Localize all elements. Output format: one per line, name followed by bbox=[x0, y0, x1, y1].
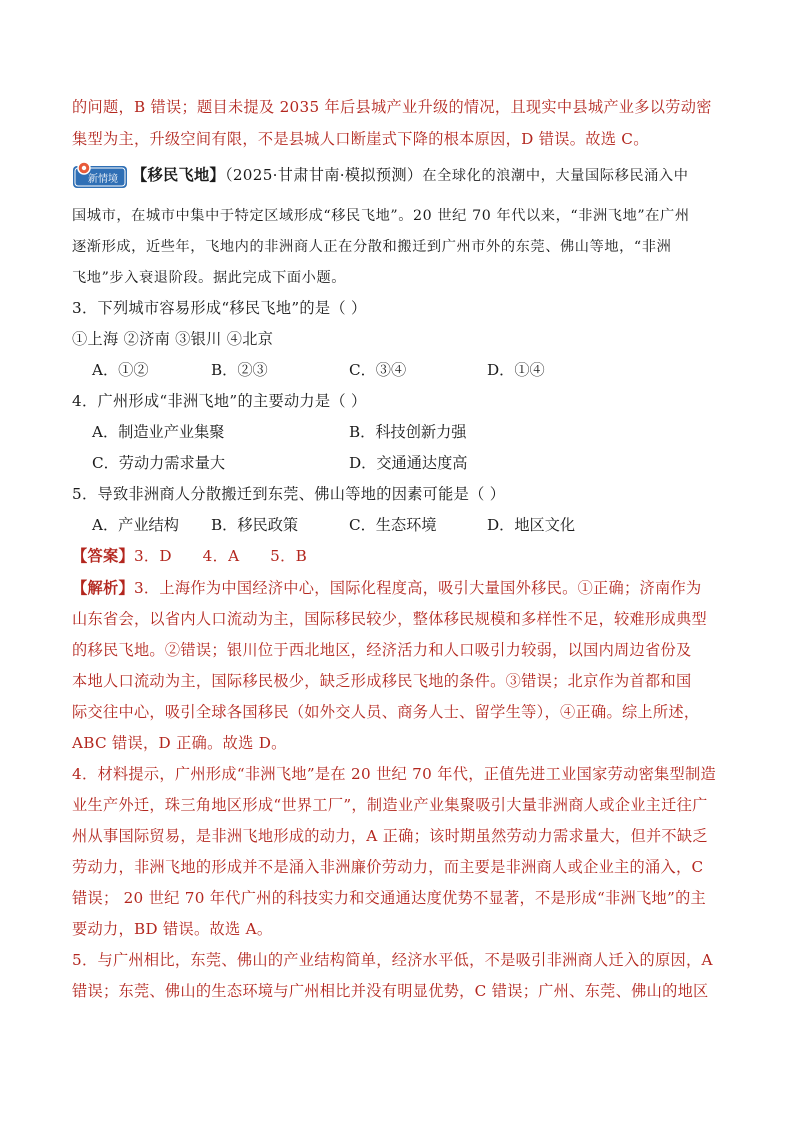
q4-option-c: C．劳动力需求量大 bbox=[92, 454, 226, 472]
answer-text: 3．D 4．A 5．B bbox=[133, 547, 308, 565]
q4-option-a: A．制造业产业集聚 bbox=[92, 423, 225, 441]
q3-option-c: C．③④ bbox=[349, 361, 407, 379]
analysis-line-14: 错误；东莞、佛山的生态环境与广州相比并没有明显优势，C 错误；广州、东莞、佛山的地区 bbox=[72, 982, 709, 1000]
q5-option-c: C．生态环境 bbox=[349, 516, 437, 534]
material-line-2: 国城市，在城市中集中于特定区域形成“移民飞地”。20 世纪 70 年代以来，“非洲飞地”在广州 bbox=[72, 208, 690, 224]
analysis-line-3: 的移民飞地。②错误；银川位于西北地区，经济活力和人口吸引力较弱，以国内周边省份及 bbox=[72, 641, 692, 659]
q4-stem: 4．广州形成“非洲飞地”的主要动力是（ ） bbox=[72, 392, 367, 410]
analysis-line-2: 山东省会，以省内人口流动为主，国际移民较少，整体移民规模和多样性不足，较难形成典型 bbox=[72, 610, 707, 628]
material-tag: 【移民飞地】 bbox=[132, 166, 225, 184]
analysis-label: 【解析】 bbox=[72, 579, 134, 597]
material-line-4: 飞地”步入衰退阶段。据此完成下面小题。 bbox=[72, 270, 347, 286]
badge-icon bbox=[72, 160, 128, 190]
q3-items: ①上海 ②济南 ③银川 ④北京 bbox=[72, 330, 274, 348]
answer-label: 【答案】 bbox=[72, 547, 134, 565]
analysis-line-7: 4．材料提示，广州形成“非洲飞地”是在 20 世纪 70 年代，正值先进工业国家劳动密集型制造 bbox=[72, 765, 717, 783]
analysis-line-4: 本地人口流动为主，国际移民极少，缺乏形成移民飞地的条件。③错误；北京作为首都和国 bbox=[72, 672, 692, 690]
badge-label: 新情境 bbox=[88, 174, 118, 185]
analysis-line-11: 错误； 20 世纪 70 年代广州的科技实力和交通通达度优势不显著，不是形成“非洲飞地”的主 bbox=[72, 889, 707, 907]
q5-stem: 5．导致非洲商人分散搬迁到东莞、佛山等地的因素可能是（ ） bbox=[72, 485, 506, 503]
q3-option-b: B．②③ bbox=[211, 361, 268, 379]
q5-option-d: D．地区文化 bbox=[487, 516, 576, 534]
intro-line-2: 集型为主，升级空间有限，不是县城人口断崖式下降的根本原因，D 错误。故选 C。 bbox=[72, 130, 649, 148]
analysis-text-1: 3．上海作为中国经济中心，国际化程度高，吸引大量国外移民。①正确；济南作为 bbox=[133, 579, 702, 597]
material-text-1: 在全球化的浪潮中，大量国际移民涌入中 bbox=[422, 168, 689, 184]
q3-option-d: D．①④ bbox=[487, 361, 545, 379]
material-line-3: 逐渐形成，近些年，飞地内的非洲商人正在分散和搬迁到广州市外的东莞、佛山等地，“非洲 bbox=[72, 239, 672, 255]
q4-option-b: B．科技创新力强 bbox=[349, 423, 467, 441]
q5-option-a: A．产业结构 bbox=[92, 516, 179, 534]
analysis-line-10: 劳动力，非洲飞地的形成并不是涌入非洲廉价劳动力，而主要是非洲商人或企业主的涌入，C bbox=[72, 858, 704, 876]
analysis-line-8: 业生产外迁，珠三角地区形成“世界工厂”，制造业产业集聚吸引大量非洲商人或企业主迁往广 bbox=[72, 796, 708, 814]
analysis-line-5: 际交往中心，吸引全球各国移民（如外交人员、商务人士、留学生等），④正确。综上所述， bbox=[72, 703, 700, 721]
analysis-line-13: 5．与广州相比，东莞、佛山的产业结构简单，经济水平低，不是吸引非洲商人迁入的原因，A bbox=[72, 951, 713, 969]
material-line-1 bbox=[132, 165, 732, 186]
new-situation-badge bbox=[72, 160, 128, 190]
q5-option-b: B．移民政策 bbox=[211, 516, 299, 534]
q3-stem: 3．下列城市容易形成“移民飞地”的是（ ） bbox=[72, 299, 367, 317]
q4-option-d: D．交通通达度高 bbox=[349, 454, 468, 472]
q3-option-a: A．①② bbox=[92, 361, 149, 379]
analysis-line-6: ABC 错误，D 正确。故选 D。 bbox=[72, 734, 287, 752]
answer-line bbox=[72, 546, 732, 566]
analysis-line-9: 州从事国际贸易，是非洲飞地形成的动力，A 正确；该时期虽然劳动力需求量大，但并不缺乏 bbox=[72, 827, 708, 845]
analysis-line-1 bbox=[72, 578, 732, 598]
intro-line-1: 的问题，B 错误；题目未提及 2035 年后县城产业升级的情况，且现实中县城产业多以劳动密 bbox=[72, 98, 712, 116]
material-source: （2025·甘肃甘南·模拟预测） bbox=[224, 166, 423, 184]
analysis-line-12: 要动力，BD 错误。故选 A。 bbox=[72, 920, 273, 938]
